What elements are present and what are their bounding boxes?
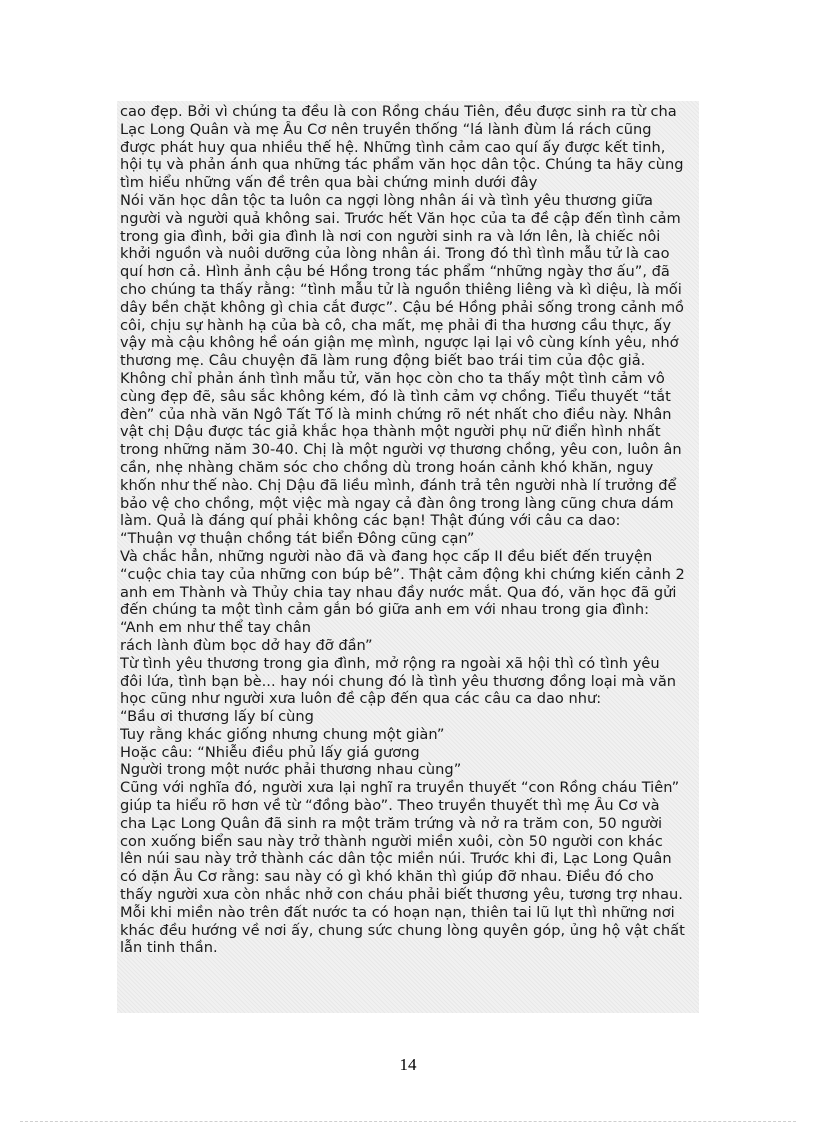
text-line: đến chúng ta một tình cảm gắn bó giữa anh em với nhau trong gia đình: [120,601,650,619]
text-line: đèn” của nhà văn Ngô Tất Tố là minh chứng rõ nét nhất cho điều này. Nhân [120,405,672,423]
text-line: cho chúng ta thấy rằng: “tình mẫu tử là nguồn thiêng liêng và kì diệu, là mối [120,280,682,298]
text-line: Từ tình yêu thương trong gia đình, mở rộng ra ngoài xã hội thì có tình yêu [120,654,660,672]
text-line: khác đều hướng về nơi ấy, chung sức chung lòng quyên góp, ủng hộ vật chất [120,921,685,939]
text-line: côi, chịu sự hành hạ của bà cô, cha mất, mẹ phải đi tha hương cầu thực, ấy [120,316,672,334]
text-line: lẫn tinh thần. [120,939,218,957]
text-line: cùng đẹp đẽ, sâu sắc không kém, đó là tình cảm vợ chồng. Tiểu thuyết “tắt [120,387,671,405]
text-line: “Bầu ơi thương lấy bí cùng [120,708,314,726]
text-line: vậy mà cậu không hề oán giận mẹ mình, ngược lại lại vô cùng kính yêu, nhớ [120,334,679,352]
text-line: cha Lạc Long Quân đã sinh ra một trăm trứng và nở ra trăm con, 50 người [120,814,663,832]
text-line: học cũng như người xưa luôn đề cập đến qua các câu ca dao như: [120,690,602,708]
text-line: có dặn Âu Cơ rằng: sau này có gì khó khăn thì giúp đỡ nhau. Điều đó cho [120,868,654,886]
text-line: Nói văn học dân tộc ta luôn ca ngợi lòng nhân ái và tình yêu thương giữa [120,191,653,209]
text-line: giúp ta hiểu rõ hơn về từ “đồng bào”. Theo truyền thuyết thì mẹ Âu Cơ và [120,797,660,815]
text-line: hội tụ và phản ánh qua những tác phẩm văn học dân tộc. Chúng ta hãy cùng [120,156,684,174]
page-number: 14 [399,1055,417,1074]
text-line: Cũng với nghĩa đó, người xưa lại nghĩ ra truyền thuyết “con Rồng cháu Tiên” [120,779,680,797]
text-line: “cuộc chia tay của những con búp bê”. Thật cảm động khi chứng kiến cảnh 2 [120,565,685,583]
text-line: Người trong một nước phải thương nhau cùng” [120,761,462,779]
text-line: trong gia đình, bởi gia đình là nơi con người sinh ra và lớn lên, là chiếc nôi [120,227,661,245]
text-line: bảo vệ cho chồng, một việc mà ngay cả đàn ông trong làng cũng chưa dám [120,494,674,512]
text-line: lên núi sau này trở thành các dân tộc miền núi. Trước khi đi, Lạc Long Quân [120,850,672,868]
text-line: khốn như thế nào. Chị Dậu đã liều mình, đánh trả tên người nhà lí trưởng để [120,476,677,494]
text-line: tìm hiểu những vấn đề trên qua bài chứng minh dưới đây [120,174,538,192]
text-line: Hoặc câu: “Nhiễu điều phủ lấy giá gương [120,743,420,761]
text-line: dây bền chặt không gì chia cắt được”. Cậu bé Hồng phải sống trong cảnh mồ [120,298,684,316]
text-line: Mỗi khi miền nào trên đất nước ta có hoạn nạn, thiên tai lũ lụt thì những nơi [120,903,675,921]
text-line: rách lành đùm bọc dở hay đỡ đần” [120,636,373,654]
text-line: “Thuận vợ thuận chồng tát biển Đông cũng cạn” [120,530,475,548]
essay-text-block [117,101,699,1013]
text-line: khởi nguồn và nuôi dưỡng của lòng nhân ái. Trong đó thì tình mẫu tử là cao [120,245,670,263]
text-line: được phát huy qua nhiều thế hệ. Những tình cảm cao quí ấy được kết tinh, [120,138,666,156]
text-line: con xuống biển sau này trở thành người miền xuôi, còn 50 người con khác [120,832,663,850]
text-line: đôi lứa, tình bạn bè... hay nói chung đó là tình yêu thương đồng loại mà văn [120,672,677,690]
text-line: Lạc Long Quân và mẹ Âu Cơ nên truyền thống “lá lành đùm lá rách cũng [120,120,652,138]
text-line: Tuy rằng khác giống nhưng chung một giàn” [120,725,445,743]
text-line: cao đẹp. Bởi vì chúng ta đều là con Rồng cháu Tiên, đều được sinh ra từ cha [120,103,677,120]
page-bottom-divider [20,1121,796,1122]
text-line: làm. Quả là đáng quí phải không các bạn! Thật đúng với câu ca dao: [120,512,621,530]
text-line: trong những năm 30-40. Chị là một người vợ thương chồng, yêu con, luôn ân [120,441,682,459]
text-line: Không chỉ phản ánh tình mẫu tử, văn học còn cho ta thấy một tình cảm vô [120,369,665,387]
text-line: Và chắc hẳn, những người nào đã và đang học cấp II đều biết đến truyện [120,547,653,565]
text-line: cần, nhẹ nhàng chăm sóc cho chồng dù trong hoán cảnh khó khăn, nguy [120,458,654,476]
text-line: quí hơn cả. Hình ảnh cậu bé Hồng trong tác phẩm “những ngày thơ ấu”, đã [120,263,670,281]
text-line: thấy người xưa còn nhắc nhở con cháu phải biết thương yêu, tương trợ nhau. [120,886,683,904]
text-line: anh em Thành và Thủy chia tay nhau đầy nước mắt. Qua đó, văn học đã gửi [120,583,677,601]
text-line: “Anh em như thể tay chân [120,619,312,637]
text-line: người và người quả không sai. Trước hết Văn học của ta đề cập đến tình cảm [120,209,681,227]
text-line: vật chị Dậu được tác giả khắc họa thành một người phụ nữ điển hình nhất [120,423,661,441]
text-line: thương mẹ. Câu chuyện đã làm rung động biết bao trái tim của độc giả. [120,352,646,370]
